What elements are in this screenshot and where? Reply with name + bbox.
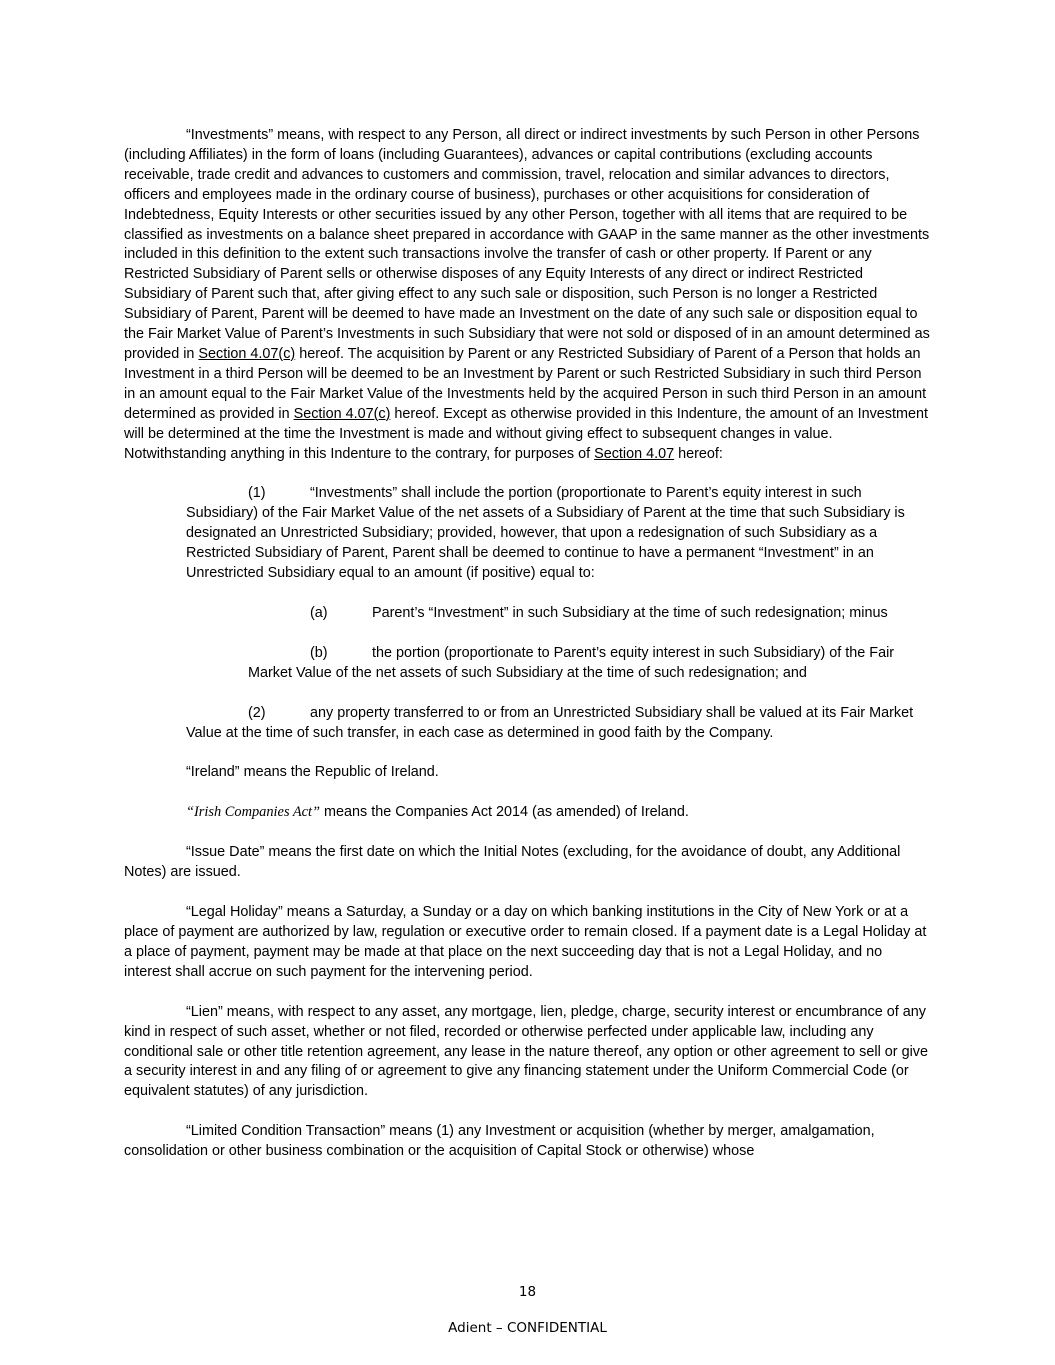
confidential-footer: Adient – CONFIDENTIAL bbox=[448, 1320, 607, 1336]
section-reference-4-07: Section 4.07 bbox=[594, 445, 675, 462]
issue-date-definition: “Issue Date” means the first date on which the Initial Notes (excluding, for the avoidance of doubt, any Additional Notes) are issued. bbox=[124, 844, 901, 881]
definition-text: means the Companies Act 2014 (as amended) of Ireland. bbox=[320, 804, 689, 821]
ireland-definition: “Ireland” means the Republic of Ireland. bbox=[186, 764, 439, 781]
document-body bbox=[124, 126, 930, 1182]
page-number: 18 bbox=[518, 1284, 537, 1300]
investments-text-b: hereof. The acquisition by Parent or any Restricted Subsidiary of Parent of a Person that holds an Investment in a third Person will be deemed to be an Investment by Parent or such Restricted Subsidiary in such third Person in an amount equal to the Fair Market Value of the Investments held by the acquired Person in such third Person in an amount determined as provided in bbox=[124, 345, 927, 422]
clause-text: Parent’s “Investment” in such Subsidiary at the time of such redesignation; minus bbox=[372, 604, 888, 621]
clause-label: (b) bbox=[310, 644, 328, 661]
clause-label: (1) bbox=[248, 485, 266, 502]
defined-term: “Irish Companies Act” bbox=[186, 804, 321, 821]
clause-text: “Investments” shall include the portion (proportionate to Parent’s equity interest in such Subsidiary) of the Fair Market Value of the net assets of a Subsidiary of Parent at the time that such Subsidiary is designated an Unrestricted Subsidiary; provided, however, that upon a redesignation of such Subsidiary as a Restricted Subsidiary of Parent, Parent shall be deemed to continue to have a permanent “Investment” in an Unrestricted Subsidiary equal to an amount (if positive) equal to: bbox=[186, 485, 905, 582]
clause-text: the portion (proportionate to Parent’s equity interest in such Subsidiary) of the Fair Market Value of the net assets of such Subsidiary at the time of such redesignation; and bbox=[248, 644, 895, 681]
investments-text-d: hereof: bbox=[674, 445, 723, 462]
section-reference-4-07c: Section 4.07(c) bbox=[293, 405, 391, 422]
lien-definition: “Lien” means, with respect to any asset, any mortgage, lien, pledge, charge, security interest or encumbrance of any kind in respect of such asset, whether or not filed, recorded or otherwise perfected under applicable law, including any conditional sale or other title retention agreement, any lease in the nature thereof, any option or other agreement to sell or give a security interest in and any filing of or agreement to give any financing statement under the Uniform Commercial Code (or equivalent statutes) of any jurisdiction. bbox=[124, 1003, 928, 1100]
irish-companies-act-definition bbox=[124, 803, 930, 823]
clause-label: (a) bbox=[310, 604, 328, 621]
investments-text-a: “Investments” means, with respect to any Person, all direct or indirect investments by such Person in other Persons (including Affiliates) in the form of loans (including Guarantees), advances or capital contributions (excluding accounts receivable, trade credit and advances to customers and commission, travel, relocation and similar advances to directors, officers and employees made in the ordinary course of business), purchases or other acquisitions for consideration of Indebtedness, Equity Interests or other securities issued by any other Person, together with all items that are required to be classified as investments on a balance sheet prepared in accordance with GAAP in the same manner as the other investments included in this definition to the extent such transactions involve the transfer of cash or other property. If Parent or any Restricted Subsidiary of Parent sells or otherwise disposes of any Equity Interests of any direct or indirect Restricted Subsidiary of Parent such that, after giving effect to any such sale or disposition, such Person is no longer a Restricted Subsidiary of Parent, Parent will be deemed to have made an Investment on the date of any such sale or disposition equal to the Fair Market Value of Parent’s Investments in such Subsidiary that were not sold or disposed of in an amount determined as provided in bbox=[124, 127, 930, 362]
investments-definition bbox=[124, 126, 930, 464]
investments-text-c: hereof. Except as otherwise provided in this Indenture, the amount of an Investment will be determined at the time the Investment is made and without giving effect to subsequent changes in value. Notwithstanding anything in this Indenture to the contrary, for purposes of bbox=[124, 405, 928, 462]
limited-condition-transaction-definition: “Limited Condition Transaction” means (1) any Investment or acquisition (whether by merger, amalgamation, consolidation or other business combination or the acquisition of Capital Stock or otherwise) whose bbox=[124, 1123, 875, 1160]
legal-holiday-definition: “Legal Holiday” means a Saturday, a Sunday or a day on which banking institutions in the City of New York or at a place of payment are authorized by law, regulation or executive order to remain closed. If a payment date is a Legal Holiday at a place of payment, payment may be made at that place on the next succeeding day that is not a Legal Holiday, and no interest shall accrue on such payment for the intervening period. bbox=[124, 904, 927, 980]
clause-a bbox=[248, 604, 930, 624]
clause-1 bbox=[186, 484, 930, 584]
section-reference-4-07c: Section 4.07(c) bbox=[198, 345, 296, 362]
clause-b bbox=[248, 644, 930, 684]
clause-text: any property transferred to or from an Unrestricted Subsidiary shall be valued at its Fair Market Value at the time of such transfer, in each case as determined in good faith by the Company. bbox=[186, 704, 914, 741]
clause-label: (2) bbox=[248, 704, 266, 721]
clause-2 bbox=[186, 704, 930, 744]
